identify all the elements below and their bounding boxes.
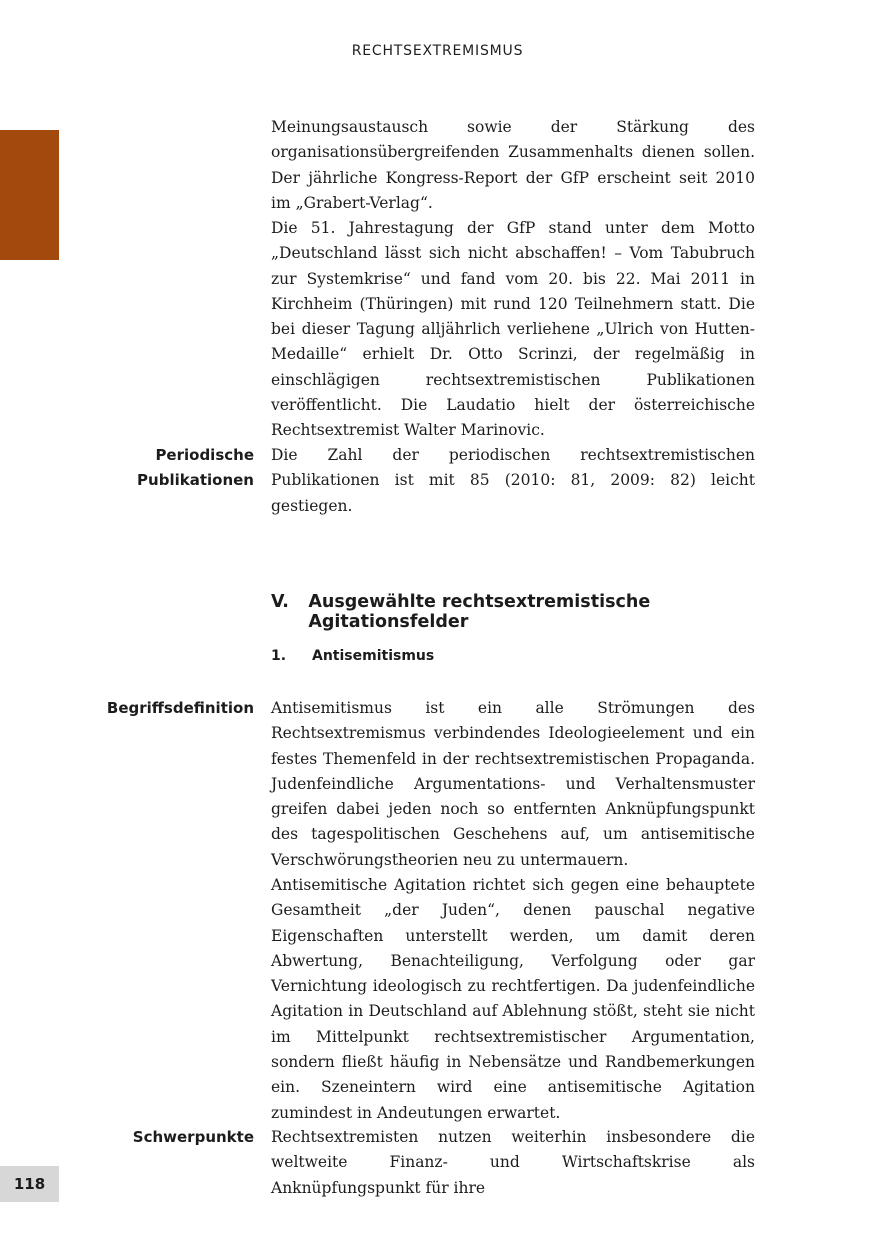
running-head: RECHTSEXTREMISMUS (351, 43, 524, 59)
subsection-title: Antisemitismus (312, 648, 435, 664)
margin-note-periodische-publikationen: Periodische Publikationen (137, 446, 254, 490)
margin-note-schwerpunkte: Schwerpunkte (132, 1128, 254, 1146)
margin-note-begriffsdefinition: Begriffsdefinition (106, 699, 254, 717)
section-title: Ausgewählte rechtsextremistische Agitationsfelder (308, 592, 651, 632)
page-number: 118 (0, 1166, 59, 1202)
paragraph-periodical-publications: Die Zahl der periodischen rechtsextremistischen Publikationen ist mit 85 (2010: 81, 2009: 82) leicht gestiegen. (271, 446, 755, 515)
paragraph-annual-meeting: Die 51. Jahrestagung der GfP stand unter dem Motto „Deutschland lässt sich nicht abschaffen! – Vom Tabubruch zur Systemkrise“ und fand vom 20. bis 22. Mai 2011 in Kirchheim (Thüringen) mit rund 120 Teilnehmern statt. Die bei dieser Tagung alljährlich verliehene „Ulrich von Hutten-Medaille“ erhielt Dr. Otto Scrinzi, der regelmäßig in einschlägigen rechtsextremistischen Publikationen veröffentlicht. Die Laudatio hielt der österreichische Rechtsextremist Walter Marinovic. (271, 219, 755, 440)
section-heading (271, 592, 771, 632)
paragraph-focus: Rechtsextremisten nutzen weiterhin insbesondere die weltweite Finanz- und Wirtschaftskrise als Anknüpfungspunkt für ihre (271, 1128, 755, 1197)
subsection-number: 1. (271, 648, 287, 664)
paragraph-definition: Antisemitismus ist ein alle Strömungen des Rechtsextremismus verbindendes Ideologieelement und ein festes Themenfeld in der rechtsextremistischen Propaganda. Judenfeindliche Argumentations- und Verhaltensmuster greifen dabei jeden noch so entfernten Anknüpfungspunkt des tagespolitischen Geschehens auf, um antisemitische Verschwörungstheorien neu zu untermauern. (271, 699, 755, 869)
paragraph-agitation: Antisemitische Agitation richtet sich gegen eine behauptete Gesamtheit „der Juden“, denen pauschal negative Eigenschaften unterstellt werden, um damit deren Abwertung, Benachteiligung, Verfolgung oder gar Vernichtung ideologisch zu rechtfertigen. Da judenfeindliche Agitation in Deutschland auf Ablehnung stößt, steht sie nicht im Mittelpunkt rechtsextremistischer Argumentation, sondern fließt häufig in Nebensätze und Randbemerkungen ein. Szeneintern wird eine antisemitische Agitation zumindest in Andeutungen erwartet. (271, 876, 755, 1122)
subsection-heading (271, 648, 771, 664)
paragraph-gfp-congress: Meinungsaustausch sowie der Stärkung des organisationsübergreifenden Zusammenhalts dienen sollen. Der jährliche Kongress-Report der GfP erscheint seit 2010 im „Grabert-Verlag“. (271, 118, 755, 212)
section-number: V. (271, 592, 289, 612)
chapter-color-tab (0, 130, 59, 260)
